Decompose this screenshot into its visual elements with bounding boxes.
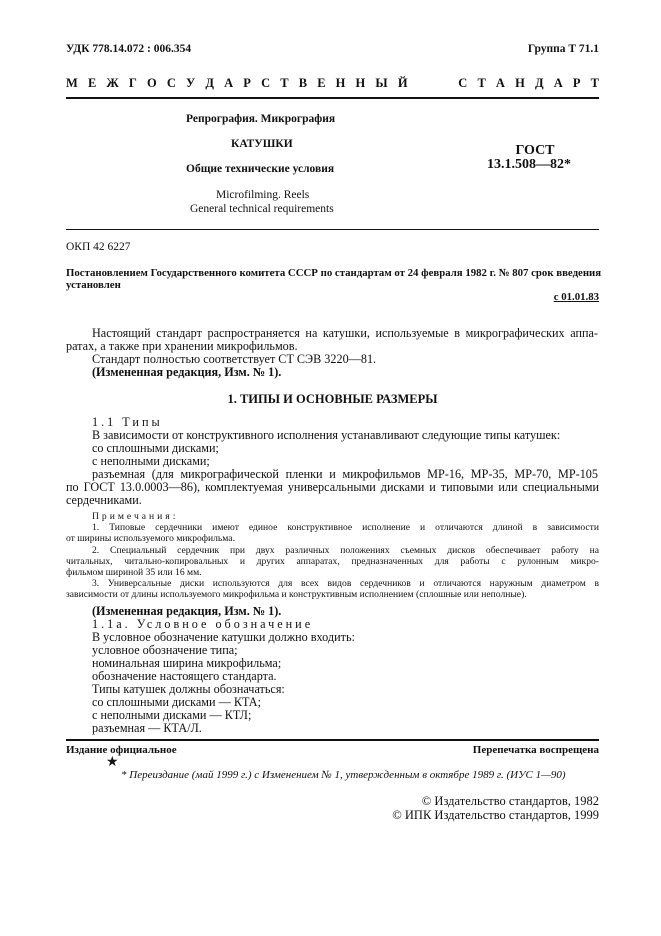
designation-kta: со сплошными дисками — КТА;: [92, 695, 261, 709]
copyright-1999: © ИПК Издательство стандартов, 1999: [392, 808, 599, 822]
designation-intro: В условное обозначение катушки должно входить:: [92, 630, 355, 644]
gost-number: 13.1.508—82*: [487, 157, 571, 172]
type-solid-discs: со сплошными дисками;: [92, 441, 219, 455]
reissue-note: * Переиздание (май 1999 г.) с Изменением № 1, утвержденным в октябре 1989 г. (ИУС 1—90): [121, 769, 566, 781]
clause-1-1-text: В зависимости от конструктивного исполнения устанавливают следующие типы катушек:: [92, 428, 561, 442]
type-split-line1: разъемная (для микрографической пленки и микрофильмов МР-16, МР-35, МР-70, МР-105: [92, 467, 598, 481]
note-3-line1: 3. Универсальные диски используются для всех видов сердечников и отличаются наружным диаметром в: [92, 578, 599, 589]
clause-1-1-title: 1.1 Типы: [92, 415, 163, 429]
clause-1-1a-title: 1.1а. Условное обозначение: [92, 617, 314, 631]
note-2-line1: 2. Специальный сердечник при двух различных положениях съемных дисков обеспечивает работу на: [92, 545, 599, 556]
copyright-1982: © Издательство стандартов, 1982: [421, 794, 599, 808]
note-2-line3: фильмом шириной 35 или 16 мм.: [66, 567, 202, 578]
note-1-line2: от ширины используемого микрофильма.: [66, 533, 235, 544]
footer-rule: [66, 739, 599, 741]
topic: Репрография. Микрография: [186, 113, 336, 125]
standard-type: М Е Ж Г О С У Д А Р С Т В Е Н Н Ы Й С Т А Н Д А Р Т: [66, 76, 599, 90]
type-split-line3: сердечниками.: [66, 493, 142, 507]
document-title: КАТУШКИ: [231, 138, 293, 150]
type-partial-discs: с неполными дисками;: [92, 454, 210, 468]
designation-type: условное обозначение типа;: [92, 643, 238, 657]
intro-conformance: Стандарт полностью соответствует СТ СЭВ 3220—81.: [92, 352, 377, 366]
designation-kta-l: разъемная — КТА/Л.: [92, 721, 202, 735]
decree-line1: Постановлением Государственного комитета СССР по стандартам от 24 февраля 1982 г. № 807 срок введения: [66, 267, 602, 279]
notes-title: Примечания:: [92, 511, 179, 522]
intro-line2: ратах, а также при хранении микрофильмов.: [66, 339, 298, 353]
english-subtitle: General technical requirements: [190, 203, 334, 215]
note-3-line2: зависимости от длины используемого микрофильма и конструктивным исполнением (сплошные или неполные).: [66, 589, 527, 600]
designation-width: номинальная ширина микрофильма;: [92, 656, 282, 670]
group-code: Группа Т 71.1: [527, 43, 599, 55]
reprint-notice: Перепечатка воспрещена: [472, 744, 599, 756]
designation-standard: обозначение настоящего стандарта.: [92, 669, 277, 683]
decree-line2: установлен: [66, 279, 121, 291]
note-2-line2: читальных, читально-копировальных и других аппаратах, предназначенных для работы с рулонным микро-: [66, 556, 599, 567]
header-rule: [66, 97, 599, 99]
intro-line1: Настоящий стандарт распространяется на катушки, используемые в микрографических аппа-: [92, 326, 598, 340]
note-1-line1: 1. Типовые сердечники имеют единое конструктивное исполнение и отличаются длиной в зависимости: [92, 522, 599, 533]
section-heading: 1. ТИПЫ И ОСНОВНЫЕ РАЗМЕРЫ: [227, 392, 438, 406]
okp-code: ОКП 42 6227: [66, 241, 131, 253]
udk-code: УДК 778.14.072 : 006.354: [66, 43, 192, 55]
intro-amendment: (Измененная редакция, Изм. № 1).: [92, 365, 282, 379]
notes-amendment: (Измененная редакция, Изм. № 1).: [92, 604, 282, 618]
document-subtitle: Общие технические условия: [186, 163, 335, 175]
title-rule: [66, 229, 599, 230]
designation-types-intro: Типы катушек должны обозначаться:: [92, 682, 285, 696]
gost-label: ГОСТ: [515, 143, 555, 158]
star-icon: ★: [106, 755, 119, 770]
designation-ktl: с неполными дисками — КТЛ;: [92, 708, 252, 722]
official-edition: Издание официальное: [66, 744, 177, 756]
effective-date: с 01.01.83: [553, 291, 599, 303]
english-title: Microfilming. Reels: [216, 189, 310, 201]
type-split-line2: по ГОСТ 13.0.0003—86), комплектуемая универсальными дисками и типовыми или специальными: [66, 480, 599, 494]
